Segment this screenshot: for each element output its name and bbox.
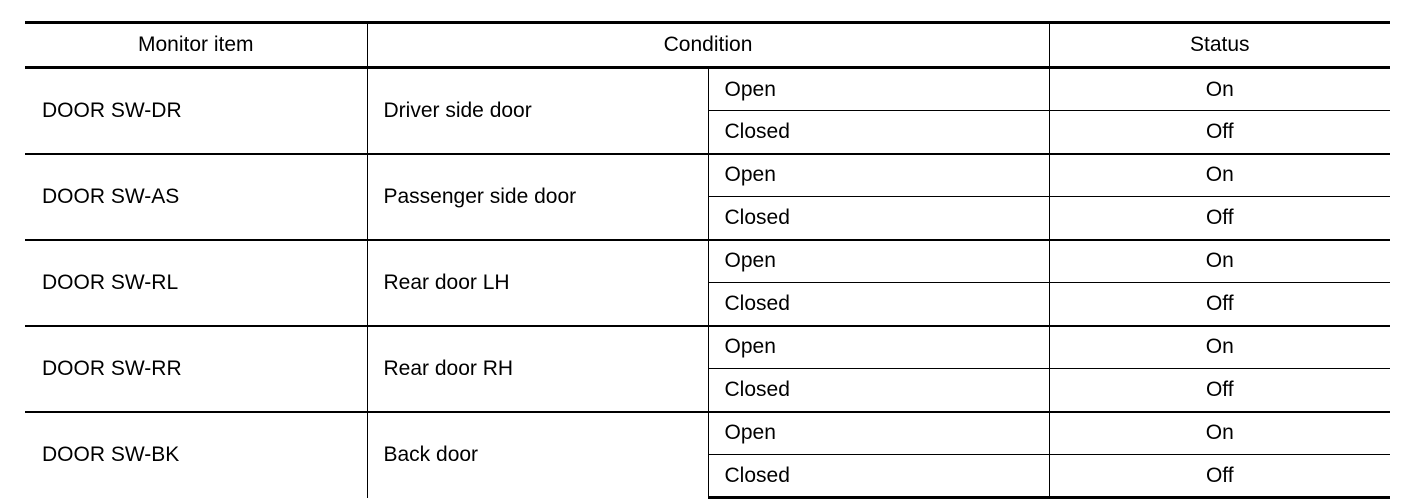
- condition-cell: Rear door LH: [367, 240, 708, 326]
- monitor-item-cell: DOOR SW-RL: [25, 240, 367, 326]
- table-row: [25, 326, 1390, 369]
- state-cell: Open: [708, 412, 1049, 455]
- state-cell: Closed: [708, 111, 1049, 154]
- status-cell: On: [1049, 412, 1390, 455]
- condition-cell: Back door: [367, 412, 708, 498]
- condition-cell: Driver side door: [367, 68, 708, 154]
- status-cell: Off: [1049, 283, 1390, 326]
- table-row: [25, 412, 1390, 455]
- monitor-item-cell: DOOR SW-DR: [42, 98, 182, 122]
- state-cell: Closed: [708, 369, 1049, 412]
- condition-cell: Rear door RH: [367, 326, 708, 412]
- header-status: Status: [1049, 23, 1390, 68]
- status-cell: On: [1049, 68, 1390, 111]
- status-cell: On: [1049, 240, 1390, 283]
- status-cell: On: [1049, 326, 1390, 369]
- table-row: [25, 154, 1390, 197]
- state-cell: Open: [708, 68, 1049, 111]
- state-cell: Open: [708, 154, 1049, 197]
- header-condition: Condition: [367, 23, 1049, 68]
- state-cell: Closed: [708, 283, 1049, 326]
- monitor-item-cell: DOOR SW-BK: [25, 412, 367, 498]
- monitor-item-cell: DOOR SW-AS: [25, 154, 367, 240]
- condition-cell: Passenger side door: [367, 154, 708, 240]
- status-cell: On: [1049, 154, 1390, 197]
- status-cell: Off: [1049, 455, 1390, 498]
- header-monitor-item: Monitor item: [25, 23, 367, 68]
- state-cell: Open: [708, 240, 1049, 283]
- monitor-table: [25, 21, 1390, 499]
- table-row: [25, 240, 1390, 283]
- status-cell: Off: [1049, 197, 1390, 240]
- status-cell: Off: [1049, 111, 1390, 154]
- monitor-item-cell: DOOR SW-RR: [25, 326, 367, 412]
- table-row: [25, 68, 1390, 111]
- table-header-row: [25, 23, 1390, 68]
- monitor-table-container: [25, 21, 1390, 499]
- status-cell: Off: [1049, 369, 1390, 412]
- state-cell: Closed: [708, 455, 1049, 498]
- state-cell: Open: [708, 326, 1049, 369]
- state-cell: Closed: [708, 197, 1049, 240]
